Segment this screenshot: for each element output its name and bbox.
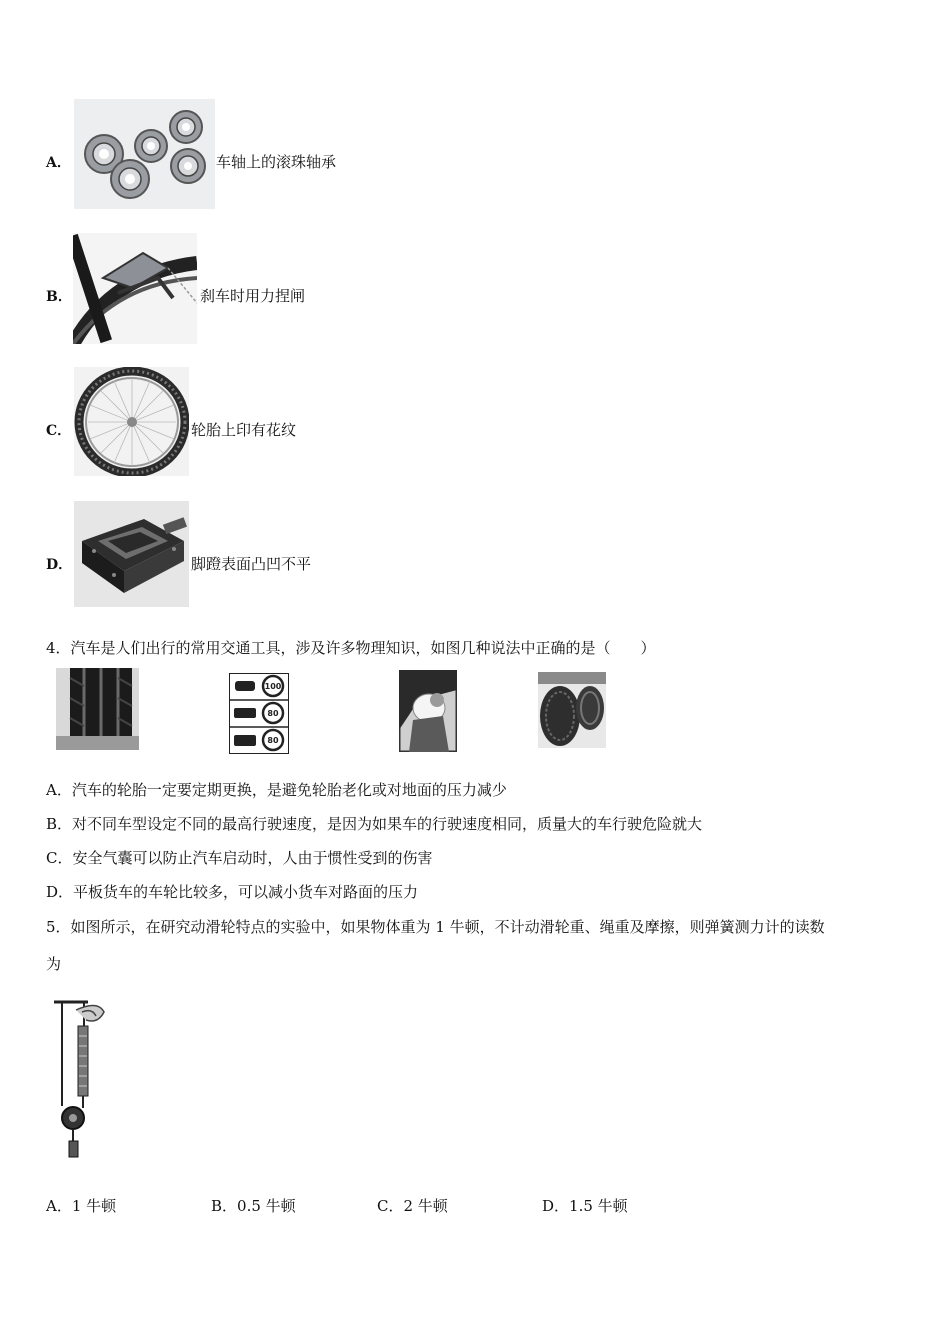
q5-option-a: A．1 牛顿 [46,1197,117,1215]
q5-option-c: C．2 牛顿 [377,1197,448,1215]
q4-stem: 4．汽车是人们出行的常用交通工具，涉及许多物理知识，如图几种说法中正确的是（ ） [46,639,656,657]
movable-pulley-apparatus-photo [48,996,110,1160]
sign-limit-2: 80 [267,709,279,718]
option-d-letter: D． [46,557,73,573]
option-c-text: 轮胎上印有花纹 [191,421,297,439]
q4-option-a: A．汽车的轮胎一定要定期更换，是避免轮胎老化或对地面的压力减少 [46,781,507,799]
q5-stem-line2: 为 [46,955,62,973]
truck-wheels-photo [538,672,606,748]
bicycle-brake-photo [73,233,197,344]
q5-option-d: D．1.5 牛顿 [542,1197,628,1215]
sign-limit-3: 80 [267,736,279,745]
option-b-text: 刹车时用力捏闸 [200,287,306,305]
option-d-text: 脚蹬表面凸凹不平 [191,555,312,573]
bicycle-wheel-photo [74,367,189,476]
option-c-letter: C． [46,423,72,439]
q4-option-c: C．安全气囊可以防止汽车启动时，人由于惯性受到的伤害 [46,849,433,867]
q4-option-b: B．对不同车型设定不同的最高行驶速度，是因为如果车的行驶速度相同，质量大的车行驶危险就大 [46,815,703,833]
sign-limit-1: 100 [264,682,282,691]
option-a-letter: A． [46,155,71,171]
airbag-photo [399,670,457,752]
q4-option-d: D．平板货车的车轮比较多，可以减小货车对路面的压力 [46,883,419,901]
ball-bearings-photo [74,99,215,209]
option-b-letter: B． [46,289,72,305]
car-tire-tread-photo [56,668,139,750]
q5-stem-line1: 5．如图所示，在研究动滑轮特点的实验中，如果物体重为 1 牛顿，不计动滑轮重、绳重及摩擦，则弹簧测力计的读数 [46,918,825,936]
q5-option-b: B．0.5 牛顿 [211,1197,296,1215]
option-a-text: 车轴上的滚珠轴承 [216,153,337,171]
bicycle-pedal-photo [74,501,189,607]
speed-limit-signs-photo [229,673,289,754]
